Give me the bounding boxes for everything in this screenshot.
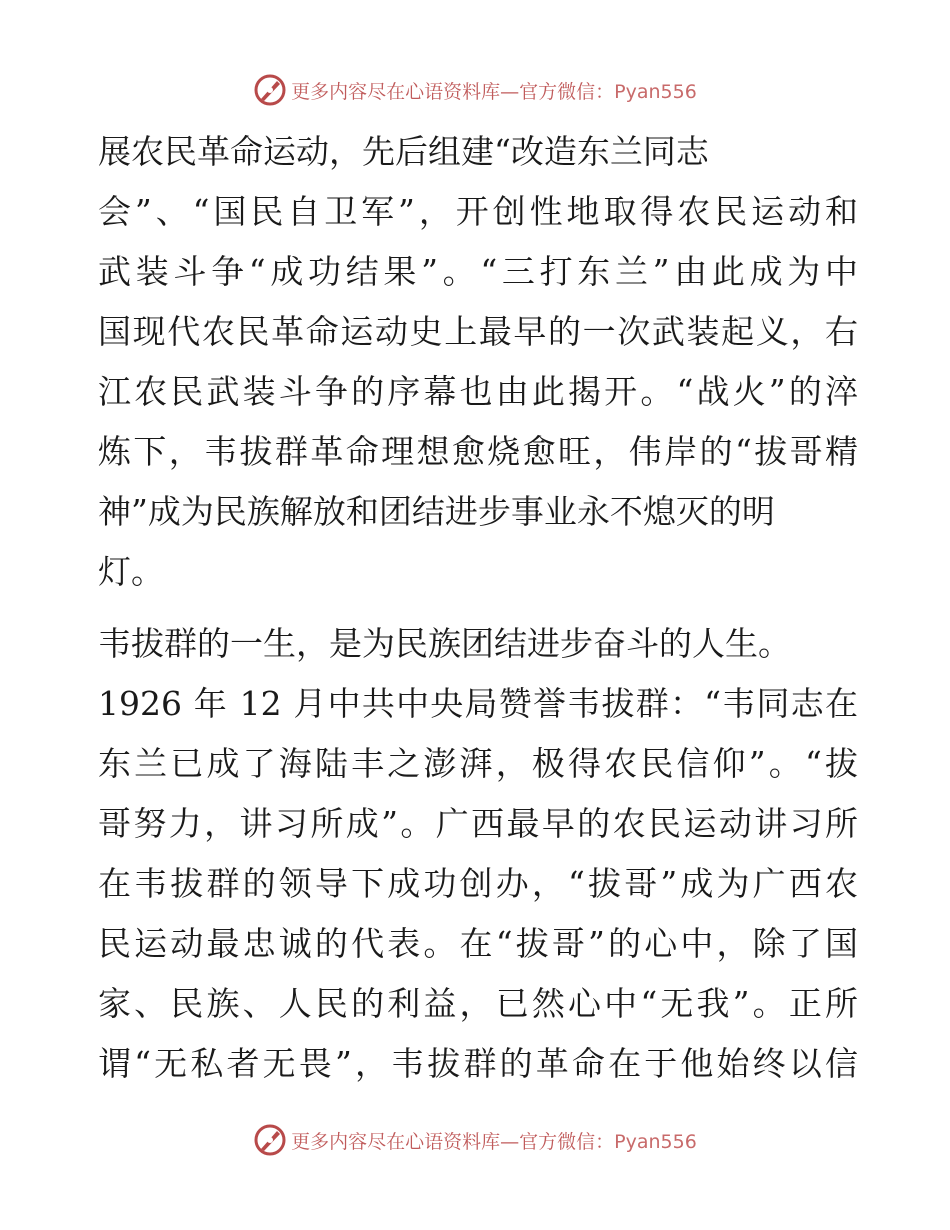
- watermark-text: 更多内容尽在心语资料库—官方微信：Pyan556: [291, 1130, 697, 1153]
- text-line: 神”成为民族解放和团结进步事业永不熄灭的明: [98, 492, 775, 531]
- document-body: [98, 122, 858, 1094]
- text-line: 1926 年 12 月中共中央局赞誉韦拔群：“韦同志在: [98, 684, 858, 723]
- header-watermark: [0, 70, 950, 110]
- text-line: 武装斗争“成功结果”。“三打东兰”由此成为中: [98, 252, 858, 291]
- watermark-text: 更多内容尽在心语资料库—官方微信：Pyan556: [291, 80, 697, 103]
- paragraph-1: [98, 122, 858, 602]
- text-line: 韦拔群的一生，是为民族团结进步奋斗的人生。: [98, 624, 791, 663]
- text-line: 家、民族、人民的利益，已然心中“无我”。正所: [98, 984, 858, 1023]
- text-line: 江农民武装斗争的序幕也由此揭开。“战火”的淬: [98, 372, 858, 411]
- pen-quill-circle-logo-icon: [253, 73, 287, 107]
- text-line: 灯。: [98, 552, 164, 591]
- paragraph-gap: [98, 602, 858, 614]
- pen-quill-circle-logo-icon: [253, 1123, 287, 1157]
- text-line: 会”、“国民自卫军”，开创性地取得农民运动和: [98, 192, 858, 231]
- text-line: 在韦拔群的领导下成功创办，“拔哥”成为广西农: [98, 864, 858, 903]
- text-line: 炼下，韦拔群革命理想愈烧愈旺，伟岸的“拔哥精: [98, 432, 858, 471]
- text-line: 东兰已成了海陆丰之澎湃，极得农民信仰”。“拔: [98, 744, 858, 783]
- text-line: 展农民革命运动，先后组建“改造东兰同志: [98, 132, 709, 171]
- footer-watermark: [0, 1120, 950, 1160]
- text-line: 国现代农民革命运动史上最早的一次武装起义，右: [98, 312, 858, 351]
- paragraph-2: [98, 614, 858, 1094]
- text-line: 民运动最忠诚的代表。在“拔哥”的心中，除了国: [98, 924, 858, 963]
- text-line: 哥努力，讲习所成”。广西最早的农民运动讲习所: [98, 804, 858, 843]
- text-line: 谓“无私者无畏”，韦拔群的革命在于他始终以信: [98, 1044, 858, 1083]
